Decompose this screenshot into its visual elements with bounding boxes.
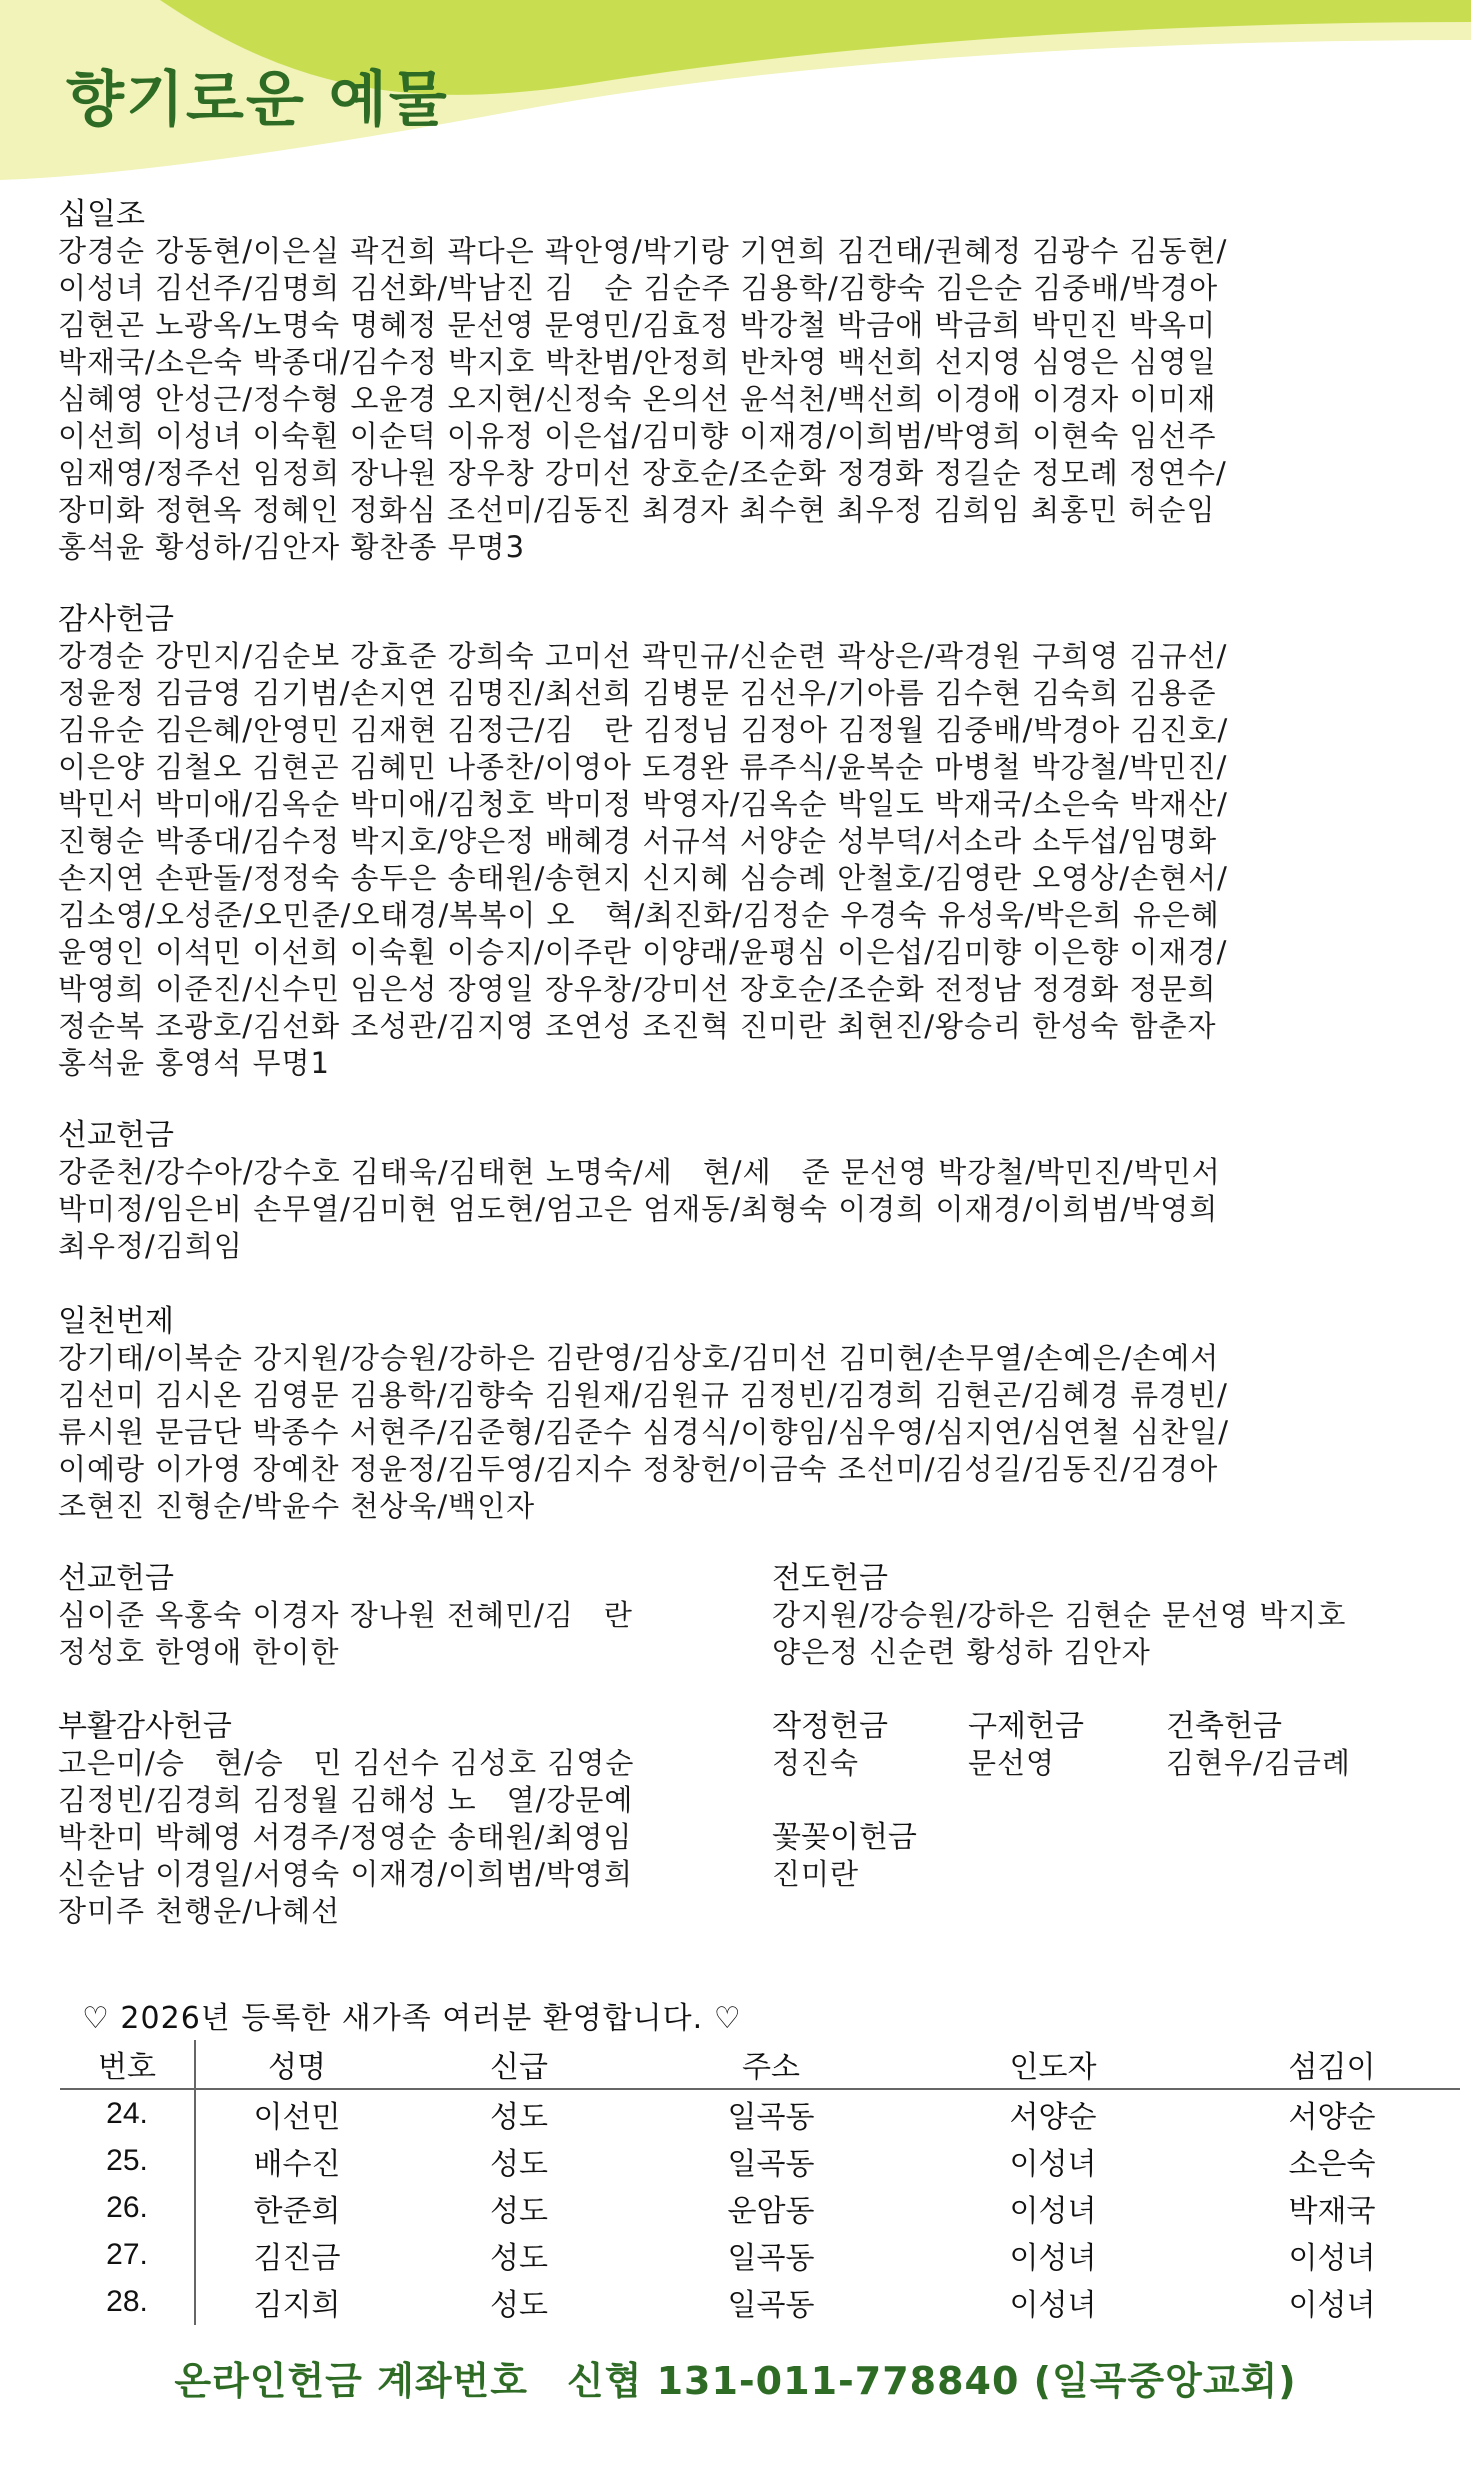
thousand-names	[58, 1340, 1458, 1525]
newcomers-table	[60, 2040, 1460, 2325]
cell-rank: 성도	[490, 2241, 548, 2275]
easter-section	[58, 1708, 748, 1930]
building-line: 김현우/김금례	[1166, 1746, 1351, 1780]
jakjeong-names	[772, 1745, 962, 1782]
mission-line: 박미정/임은비 손무열/김미현 엄도현/엄고은 엄재동/최형숙 이경희 이재경/이희범/박영희	[58, 1192, 1219, 1226]
thanks-line: 홍석윤 홍영석 무명1	[58, 1046, 330, 1080]
jakjeong-line: 정진숙	[772, 1746, 860, 1780]
cell-rank: 성도	[490, 2288, 548, 2322]
mission2-line: 정성호 한영애 한이한	[58, 1635, 340, 1669]
mission-heading: 선교헌금	[58, 1118, 174, 1153]
table-row	[60, 2231, 1460, 2278]
cell-caretaker: 소은숙	[1288, 2147, 1376, 2181]
thousand-line: 류시원 문금단 박종수 서현주/김준형/김준수 심경식/이향임/심우영/심지연/심연철 심찬일/	[58, 1415, 1229, 1449]
tithe-line: 이성녀 김선주/김명희 김선화/박남진 김 순 김순주 김용학/김향숙 김은순 김중배/박경아	[58, 271, 1219, 305]
evangel-names	[772, 1597, 1462, 1671]
thanks-heading: 감사헌금	[58, 602, 174, 637]
cell-name: 이선민	[253, 2100, 341, 2134]
easter-names	[58, 1745, 748, 1930]
cell-number: 26.	[60, 2184, 195, 2231]
mission2-line: 심이준 옥홍숙 이경자 장나원 전혜민/김 란	[58, 1598, 633, 1632]
tithe-line: 홍석윤 황성하/김안자 황찬종 무명3	[58, 530, 526, 564]
mission2-names	[58, 1597, 738, 1671]
cell-caretaker: 이성녀	[1288, 2288, 1376, 2322]
table-row	[60, 2089, 1460, 2137]
column-header: 번호	[60, 2040, 195, 2089]
thanks-line: 정순복 조광호/김선화 조성관/김지영 조연성 조진혁 진미란 최현진/왕승리 한성숙 함춘자	[58, 1009, 1217, 1043]
cell-address: 일곡동	[727, 2241, 815, 2275]
evangel-section	[772, 1560, 1462, 1671]
easter-line: 박찬미 박혜영 서경주/정영순 송태원/최영임	[58, 1820, 633, 1854]
table-row	[60, 2184, 1460, 2231]
easter-line: 고은미/승 현/승 민 김선수 김성호 김영순	[58, 1746, 635, 1780]
flower-names	[772, 1856, 1072, 1893]
tithe-line: 박재국/소은숙 박종대/김수정 박지호 박찬범/안정희 반차영 백선희 선지영 심영은 심영일	[58, 345, 1217, 379]
mission2-heading: 선교헌금	[58, 1561, 174, 1596]
table-row	[60, 2278, 1460, 2325]
column-header: 신급	[398, 2040, 640, 2089]
column-header: 섬김이	[1204, 2040, 1460, 2089]
cell-rank: 성도	[490, 2147, 548, 2181]
evangel-heading: 전도헌금	[772, 1561, 888, 1596]
cell-guide: 이성녀	[1009, 2147, 1097, 2181]
thousand-line: 강기태/이복순 강지원/강승원/강하은 김란영/김상호/김미선 김미현/손무열/손예은/손예서	[58, 1341, 1220, 1375]
thanks-line: 강경순 강민지/김순보 강효준 강희숙 고미선 곽민규/신순련 곽상은/곽경원 구희영 김규선/	[58, 639, 1228, 673]
tithe-section	[58, 196, 1458, 566]
flower-line: 진미란	[772, 1857, 860, 1891]
cell-guide: 서양순	[1009, 2100, 1097, 2134]
thousand-line: 김선미 김시온 김영문 김용학/김향숙 김원재/김원규 김정빈/김경희 김현곤/김혜경 류경빈/	[58, 1378, 1228, 1412]
online-offering-account: 온라인헌금 계좌번호 신협 131-011-778840 (일곡중앙교회)	[174, 2359, 1297, 2403]
tithe-line: 임재영/정주선 임정희 장나원 장우창 강미선 장호순/조순화 정경화 정길순 정모례 정연수/	[58, 456, 1227, 490]
cell-number: 25.	[60, 2137, 195, 2184]
tithe-line: 김현곤 노광옥/노명숙 명혜정 문선영 문영민/김효정 박강철 박금애 박금희 박민진 박옥미	[58, 308, 1217, 342]
thousand-section	[58, 1303, 1458, 1525]
relief-line: 문선영	[968, 1746, 1056, 1780]
building-section	[1166, 1708, 1456, 1782]
building-names	[1166, 1745, 1456, 1782]
tithe-names	[58, 233, 1458, 566]
tithe-heading: 십일조	[58, 197, 145, 232]
column-header: 성명	[195, 2040, 398, 2089]
tithe-line: 심혜영 안성근/정수형 오윤경 오지현/신정숙 온의선 윤석천/백선희 이경애 이경자 이미재	[58, 382, 1217, 416]
relief-names	[968, 1745, 1158, 1782]
column-header: 주소	[640, 2040, 902, 2089]
relief-heading: 구제헌금	[968, 1709, 1084, 1744]
thanks-line: 박민서 박미애/김옥순 박미애/김청호 박미정 박영자/김옥순 박일도 박재국/소은숙 박재산/	[58, 787, 1228, 821]
cell-caretaker: 서양순	[1288, 2100, 1376, 2134]
cell-name: 김진금	[253, 2241, 341, 2275]
thanks-line: 정윤정 김금영 김기범/손지연 김명진/최선희 김병문 김선우/기아름 김수현 김숙희 김용준	[58, 676, 1217, 710]
flower-section	[772, 1819, 1072, 1893]
jakjeong-heading: 작정헌금	[772, 1709, 888, 1744]
cell-number: 27.	[60, 2231, 195, 2278]
tithe-line: 장미화 정현옥 정혜인 정화심 조선미/김동진 최경자 최수현 최우정 김희임 최홍민 허순임	[58, 493, 1216, 527]
cell-address: 운암동	[727, 2194, 815, 2228]
relief-section	[968, 1708, 1158, 1782]
cell-name: 김지희	[253, 2288, 341, 2322]
cell-guide: 이성녀	[1009, 2241, 1097, 2275]
easter-line: 신순남 이경일/서영숙 이재경/이희범/박영희	[58, 1857, 634, 1891]
thanks-line: 윤영인 이석민 이선희 이숙훤 이승지/이주란 이양래/윤평심 이은섭/김미향 이은향 이재경/	[58, 935, 1228, 969]
cell-caretaker: 박재국	[1288, 2194, 1376, 2228]
cell-number: 24.	[60, 2089, 195, 2137]
building-heading: 건축헌금	[1166, 1709, 1282, 1744]
thanks-line: 이은양 김철오 김현곤 김혜민 나종찬/이영아 도경완 류주식/윤복순 마병철 박강철/박민진/	[58, 750, 1228, 784]
page-title: 향기로운 예물	[66, 65, 449, 135]
evangel-line: 강지원/강승원/강하은 김현순 문선영 박지호	[772, 1598, 1347, 1632]
tithe-line: 강경순 강동현/이은실 곽건희 곽다은 곽안영/박기랑 기연희 김건태/권혜정 김광수 김동현/	[58, 234, 1228, 268]
thousand-heading: 일천번제	[58, 1304, 174, 1339]
tithe-line: 이선희 이성녀 이숙훤 이순덕 이유정 이은섭/김미향 이재경/이희범/박영희 이현숙 임선주	[58, 419, 1217, 453]
cell-name: 한준희	[253, 2194, 341, 2228]
thousand-line: 이예랑 이가영 장예찬 정윤정/김두영/김지수 정창헌/이금숙 조선미/김성길/김동진/김경아	[58, 1452, 1219, 1486]
thanks-names	[58, 638, 1458, 1082]
cell-number: 28.	[60, 2278, 195, 2325]
easter-heading: 부활감사헌금	[58, 1709, 232, 1744]
cell-address: 일곡동	[727, 2147, 815, 2181]
mission-line: 강준천/강수아/강수호 김태욱/김태현 노명숙/세 현/세 준 문선영 박강철/박민진/박민서	[58, 1155, 1221, 1189]
mission-line: 최우정/김희임	[58, 1229, 243, 1263]
cell-name: 배수진	[253, 2147, 341, 2181]
mission2-section	[58, 1560, 738, 1671]
column-header: 인도자	[902, 2040, 1204, 2089]
thanks-line: 손지연 손판돌/정정숙 송두은 송태원/송현지 신지혜 심승례 안철호/김영란 오영상/손현서/	[58, 861, 1228, 895]
thanks-line: 박영희 이준진/신수민 임은성 장영일 장우창/강미선 장호순/조순화 전정남 정경화 정문희	[58, 972, 1217, 1006]
thanks-line: 김소영/오성준/오민준/오태경/복복이 오 혁/최진화/김정순 우경숙 유성욱/박은희 유은혜	[58, 898, 1220, 932]
jakjeong-section	[772, 1708, 962, 1782]
table-row	[60, 2137, 1460, 2184]
cell-rank: 성도	[490, 2100, 548, 2134]
thanks-line: 김유순 김은혜/안영민 김재현 김정근/김 란 김정님 김정아 김정월 김중배/박경아 김진호/	[58, 713, 1229, 747]
cell-guide: 이성녀	[1009, 2288, 1097, 2322]
cell-rank: 성도	[490, 2194, 548, 2228]
evangel-line: 양은정 신순련 황성하 김안자	[772, 1635, 1151, 1669]
cell-address: 일곡동	[727, 2100, 815, 2134]
cell-caretaker: 이성녀	[1288, 2241, 1376, 2275]
easter-line: 장미주 천행운/나혜선	[58, 1894, 341, 1928]
thanks-section	[58, 601, 1458, 1082]
table-header-row	[60, 2040, 1460, 2089]
easter-line: 김정빈/김경희 김정월 김해성 노 열/강문예	[58, 1783, 634, 1817]
cell-address: 일곡동	[727, 2288, 815, 2322]
mission-names	[58, 1154, 1458, 1265]
thousand-line: 조현진 진형순/박윤수 천상욱/백인자	[58, 1489, 536, 1523]
flower-heading: 꽃꽂이헌금	[772, 1820, 917, 1855]
welcome-message: ♡ 2026년 등록한 새가족 여러분 환영합니다. ♡	[82, 2001, 742, 2036]
cell-guide: 이성녀	[1009, 2194, 1097, 2228]
mission-section	[58, 1117, 1458, 1265]
thanks-line: 진형순 박종대/김수정 박지호/양은정 배혜경 서규석 서양순 성부덕/서소라 소두섭/임명화	[58, 824, 1218, 858]
